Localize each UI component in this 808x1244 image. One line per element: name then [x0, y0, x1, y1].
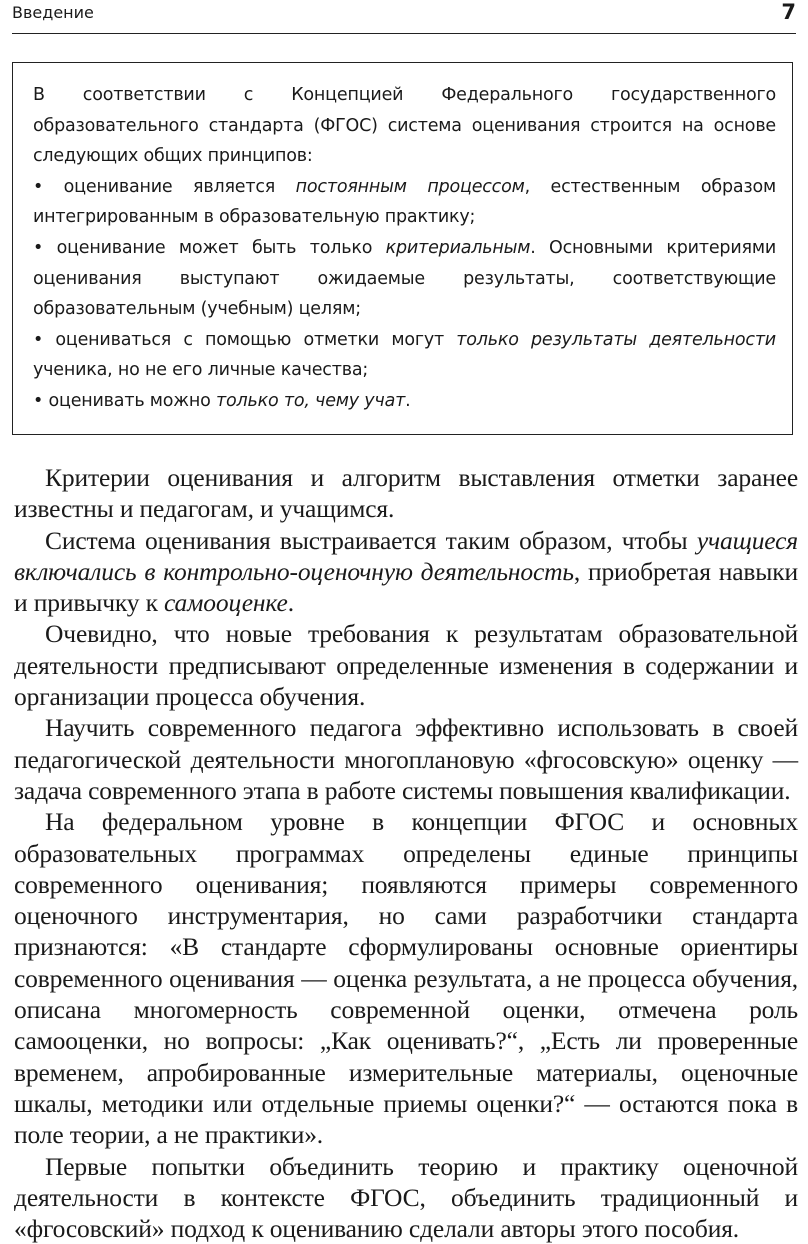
- principle-text: • оценивание является: [33, 176, 296, 197]
- paragraph-emphasis: самооценке: [164, 588, 288, 618]
- principle-item-2: [33, 233, 776, 325]
- chapter-title: Введение: [12, 3, 94, 22]
- principle-text: ученика, но не его личные качества;: [33, 360, 369, 381]
- principle-item-4: [33, 386, 776, 417]
- paragraph-text: .: [287, 588, 294, 618]
- paragraph-text: Система оценивания выстраивается таким образом, чтобы: [45, 525, 697, 555]
- paragraph-5: На федеральном уровне в концепции ФГОС и основных образовательных программах определены единые принципы современного оценивания; появляются примеры современного оценочного инструментария, но сами разработчики стандарта признаются: «В стандарте сформулированы основные ориентиры современного оценивания — оценка результата, а не процесса обучения, описана многомерность современной оценки, отмечена роль самооценки, но вопросы: „Как оценивать?“, „Есть ли проверенные временем, апробированные измерительные материалы, оценочные шкалы, методики или отдельные приемы оценки?“ — остаются пока в поле теории, а не практики».: [14, 807, 798, 1150]
- principle-text: .: [405, 390, 411, 411]
- page-number: 7: [781, 0, 796, 24]
- paragraph-1: Критерии оценивания и алгоритм выставления отметки заранее известны и педагогам, и учащимся.: [14, 463, 798, 524]
- paragraph-6: Первые попытки объединить теорию и практику оценочной деятельности в контексте ФГОС, объединить традиционный и «фгосовский» подход к оцениванию сделали авторы этого пособия.: [14, 1151, 798, 1244]
- principle-emphasis: постоянным процессом: [295, 176, 525, 197]
- principle-emphasis: только результаты деятельности: [456, 329, 776, 350]
- box-intro: В соответствии с Концепцией Федерального государственного образовательного стандарта (ФГОС) система оценивания строится на основе следующих общих принципов:: [33, 85, 776, 167]
- paragraph-text: , приобретая навыки и привычку к: [14, 556, 798, 618]
- principle-emphasis: критериальным: [385, 237, 531, 258]
- paragraph-2: [14, 525, 798, 619]
- principle-item-1: [33, 172, 776, 233]
- main-text: [14, 462, 798, 1244]
- principle-item-3: [33, 325, 776, 386]
- paragraph-4: Научить современного педагога эффективно использовать в своей педагогической деятельности многоплановую «фгосовскую» оценку — задача современного этапа в работе системы повышения квалификации.: [14, 713, 798, 805]
- paragraph-3: Очевидно, что новые требования к результатам образовательной деятельности предписывают определенные изменения в содержании и организации процесса обучения.: [14, 619, 798, 712]
- principle-text: , естественным образом интегрированным в образовательную практику;: [33, 176, 776, 228]
- paragraph-emphasis: учащиеся включались в контрольно-оценочную деятельность: [14, 525, 798, 586]
- principles-box: [12, 62, 793, 435]
- principle-text: . Основными критериями оценивания выступают ожидаемые результаты, соответствующие образовательным (учебным) целям;: [33, 237, 776, 320]
- principle-text: • оцениваться с помощью отметки могут: [33, 329, 457, 350]
- principle-text: • оценивать можно: [33, 390, 216, 411]
- principle-emphasis: только то, чему учат: [215, 390, 406, 411]
- running-header: [12, 0, 796, 34]
- principle-text: • оценивание может быть только: [33, 237, 386, 258]
